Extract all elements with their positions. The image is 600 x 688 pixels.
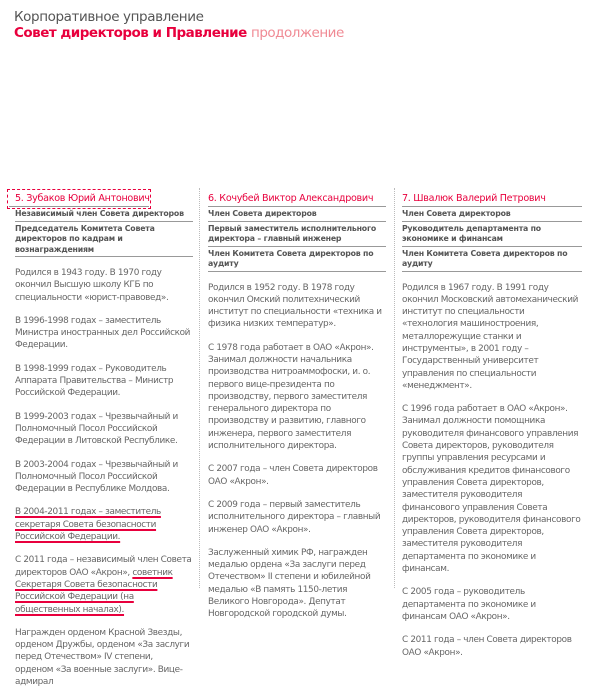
member-column [208,191,386,620]
text-segment: С 2007 года – член Совета директоров ОАО «Акрон». [208,464,378,487]
text-segment: С 1996 года работает в ОАО «Акрон». Занимал должности помощника руководителя финансового управления Совета директоров, руководителя группы управления ресурсами и обслуживания кредитов финансового управления Совета директоров, заместителя руководителя финансового управления Совета директоров, руководителя финансового управления Совета директоров, заместителя руководителя департамента по экономике и финансам. [402,404,581,575]
member-name: 7. Швалюк Валерий Петрович [402,191,582,207]
section-title: Корпоративное управление [14,9,204,25]
member-name: 5. Зубаков Юрий Антонович [9,191,149,207]
member-role: Член Совета директоров [402,207,582,222]
member-role: Председатель Комитета Совета директоров по кадрам и вознаграждениям [15,222,193,258]
biography-paragraph [208,463,386,488]
biography-paragraph [15,554,193,615]
member-column [15,191,193,688]
text-segment: Родился в 1967 году. В 1991 году окончил Московский автомеханический институт по специальности «технология машиностроения, металлорежущие станки и инструменты», в 2001 году – Государственный университет управления по специальности «менеджмент». [402,282,579,391]
member-name: 6. Кочубей Виктор Александрович [208,191,386,207]
member-biography [402,282,582,659]
biography-paragraph [15,411,193,448]
text-segment: В 1996-1998 годах – заместитель Министра иностранных дел Российской Федерации. [15,315,191,351]
highlighted-text: В 2004-2011 годах – заместитель секретаря Совета безопасности Российской Федерации. [15,507,161,543]
biography-paragraph [402,403,582,575]
biography-paragraph [402,634,582,659]
column-divider [199,188,200,588]
biography-paragraph [208,342,386,453]
member-role: Руководитель департамента по экономике и финансам [402,222,582,247]
text-segment: С 2009 года – первый заместитель исполнительного директора – главный инженер ОАО «Акрон». [208,499,381,535]
member-column [402,191,582,658]
page-title [14,25,344,41]
member-biography [208,282,386,621]
text-segment: В 2003-2004 годах – Чрезвычайный и Полномочный Посол Российской Федерации в Республике Молдова. [15,459,178,495]
biography-paragraph [402,282,582,393]
biography-paragraph [208,282,386,331]
column-divider [394,188,395,588]
biography-paragraph [15,267,193,304]
member-role: Независимый член Совета директоров [15,207,193,222]
biography-paragraph [15,315,193,352]
member-biography [15,267,193,688]
biography-paragraph [15,363,193,400]
biography-paragraph [15,627,193,688]
text-segment: С 1978 года работает в ОАО «Акрон». Занимал должности начальника производства нитроаммофоски, и. о. первого вице-президента по производству, первого заместителя генерального директора по производству и развитию, главного инженера, первого заместителя исполнительного директора. [208,342,374,452]
biography-paragraph [208,547,386,621]
member-role: Первый заместитель исполнительного директора – главный инженер [208,222,386,247]
text-segment: Награжден орденом Красной Звезды, орденом Дружбы, орденом «За заслуги перед Отечеством» IV степени, орденом «За военные заслуги». Вице-адмирал [15,627,190,688]
text-segment: С 2011 года – член Совета директоров ОАО «Акрон». [402,635,572,658]
text-segment: Родился в 1952 году. В 1978 году окончил Омский политехнический институт по специальности «техника и физика низких температур». [208,282,382,330]
highlighted-text: советник Секретаря Совета безопасности Российской Федерации (на общественных началах). [15,567,173,615]
biography-paragraph [15,459,193,496]
biography-paragraph [15,506,193,543]
biography-paragraph [402,586,582,623]
biography-paragraph [208,499,386,536]
page-title-main: Совет директоров и Правление [14,25,247,41]
text-segment: В 1999-2003 годах – Чрезвычайный и Полномочный Посол Российской Федерации в Литовской Республике. [15,411,178,447]
member-role: Член Комитета Совета директоров по аудиту [402,247,582,272]
text-segment: Заслуженный химик РФ, награжден медалью ордена «За заслуги перед Отечеством» II степени и юбилейной медалью «В память 1150-летия Великого Новгорода». Депутат Новгородской городской думы. [208,547,371,620]
text-segment: С 2011 года – независимый член Совета директоров ОАО «Акрон», [15,555,192,578]
text-segment: Родился в 1943 году. В 1970 году окончил Высшую школу КГБ по специальности «юрист-правовед». [15,268,169,303]
member-role: Член Комитета Совета директоров по аудиту [208,247,386,272]
member-role: Член Совета директоров [208,207,386,222]
text-segment: В 1998-1999 годах – Руководитель Аппарата Правительства – Министр Российской Федерации. [15,363,174,399]
text-segment: С 2005 года – руководитель департамента по экономике и финансам ОАО «Акрон». [402,587,536,622]
continuation-label: продолжение [251,25,344,41]
